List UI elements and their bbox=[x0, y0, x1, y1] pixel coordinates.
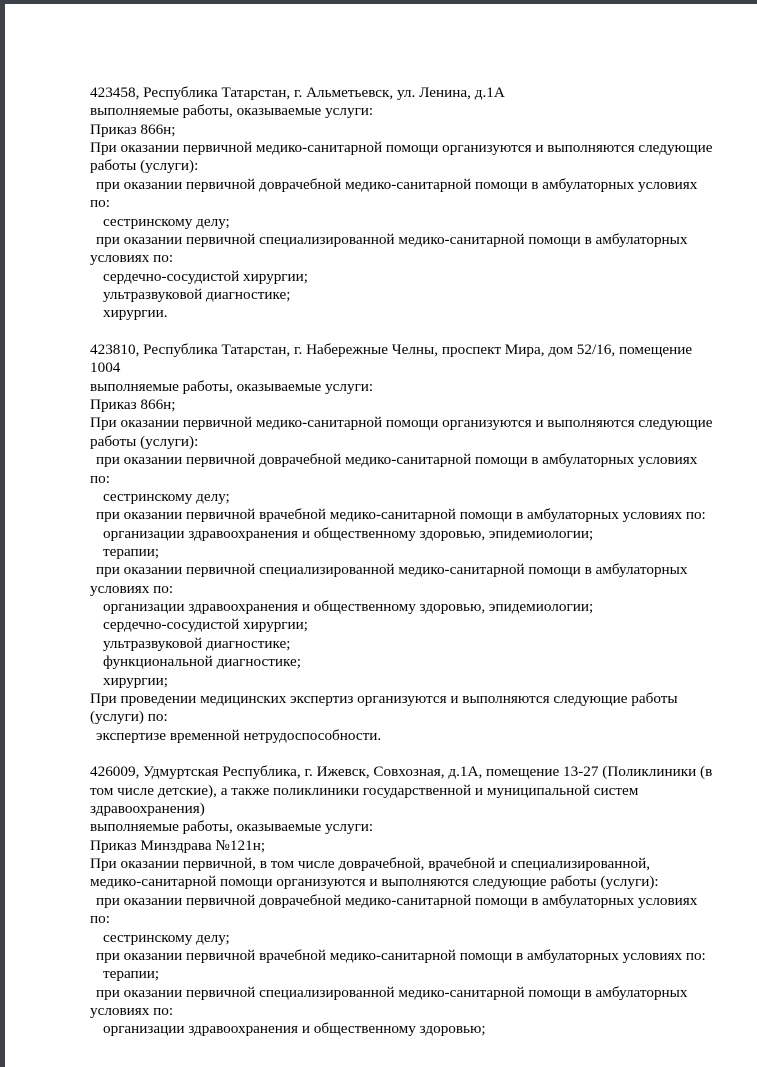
doc-line: ультразвуковой диагностике; bbox=[103, 634, 291, 652]
doc-line: При оказании первичной медико-санитарной помощи организуются и выполняются следующие bbox=[90, 139, 713, 157]
doc-line: организации здравоохранения и общественному здоровью, эпидемиологии; bbox=[103, 524, 594, 542]
doc-line: организации здравоохранения и общественному здоровью, эпидемиологии; bbox=[103, 598, 594, 616]
doc-line: при оказании первичной специализированной медико-санитарной помощи в амбулаторных bbox=[96, 983, 688, 1001]
doc-line: том числе детские), а также поликлиники государственной и муниципальной систем bbox=[90, 781, 639, 799]
doc-line: терапии; bbox=[103, 542, 160, 560]
doc-line: работы (услуги): bbox=[90, 157, 199, 175]
doc-line: При оказании первичной медико-санитарной помощи организуются и выполняются следующие bbox=[90, 414, 713, 432]
doc-line: сестринскому делу; bbox=[103, 928, 230, 946]
doc-line: выполняемые работы, оказываемые услуги: bbox=[90, 377, 374, 395]
doc-line: при оказании первичной доврачебной медико-санитарной помощи в амбулаторных условиях bbox=[96, 891, 698, 909]
doc-line: при оказании первичной специализированной медико-санитарной помощи в амбулаторных bbox=[96, 561, 688, 579]
doc-line: выполняемые работы, оказываемые услуги: bbox=[90, 102, 374, 120]
doc-line: экспертизе временной нетрудоспособности. bbox=[96, 726, 382, 744]
doc-line: условиях по: bbox=[90, 579, 174, 597]
section-address-423810 bbox=[90, 341, 750, 745]
doc-line: Приказ Минздрава №121н; bbox=[90, 836, 266, 854]
doc-line: работы (услуги): bbox=[90, 432, 199, 450]
doc-line: по: bbox=[90, 469, 110, 487]
doc-line: При оказании первичной, в том числе доврачебной, врачебной и специализированной, bbox=[90, 855, 651, 873]
doc-line: хирургии. bbox=[103, 304, 168, 322]
doc-line: Приказ 866н; bbox=[90, 120, 176, 138]
doc-line: сердечно-сосудистой хирургии; bbox=[103, 267, 309, 285]
doc-line: условиях по: bbox=[90, 249, 174, 267]
doc-line: 1004 bbox=[90, 359, 121, 377]
doc-line: при оказании первичной специализированной медико-санитарной помощи в амбулаторных bbox=[96, 230, 688, 248]
doc-line: хирургии; bbox=[103, 671, 169, 689]
section-address-426009 bbox=[90, 763, 750, 1038]
doc-line: 423458, Республика Татарстан, г. Альметьевск, ул. Ленина, д.1А bbox=[90, 84, 505, 101]
doc-line: функциональной диагностике; bbox=[103, 653, 301, 671]
doc-line: сердечно-сосудистой хирургии; bbox=[103, 616, 309, 634]
doc-line: сестринскому делу; bbox=[103, 487, 230, 505]
doc-line: 423810, Республика Татарстан, г. Набережные Челны, проспект Мира, дом 52/16, помещение bbox=[90, 341, 693, 359]
doc-line: Приказ 866н; bbox=[90, 396, 176, 414]
doc-line: организации здравоохранения и общественному здоровью; bbox=[103, 1020, 486, 1038]
doc-line: сестринскому делу; bbox=[103, 212, 230, 230]
top-edge-bar bbox=[0, 0, 757, 4]
doc-line: (услуги) по: bbox=[90, 708, 168, 726]
doc-line: при оказании первичной врачебной медико-санитарной помощи в амбулаторных условиях по: bbox=[96, 946, 706, 964]
left-edge-bar bbox=[0, 0, 5, 1067]
document-content bbox=[90, 84, 750, 1039]
section-address-423458 bbox=[90, 84, 750, 323]
doc-line: по: bbox=[90, 910, 110, 928]
doc-line: медико-санитарной помощи организуются и выполняются следующие работы (услуги): bbox=[90, 873, 659, 891]
doc-line: при оказании первичной доврачебной медико-санитарной помощи в амбулаторных условиях bbox=[96, 175, 698, 193]
doc-line: терапии; bbox=[103, 965, 160, 983]
doc-line: При проведении медицинских экспертиз организуются и выполняются следующие работы bbox=[90, 689, 678, 707]
doc-line: ультразвуковой диагностике; bbox=[103, 285, 291, 303]
doc-line: при оказании первичной доврачебной медико-санитарной помощи в амбулаторных условиях bbox=[96, 451, 698, 469]
doc-line: выполняемые работы, оказываемые услуги: bbox=[90, 818, 374, 836]
doc-line: по: bbox=[90, 194, 110, 212]
doc-line: 426009, Удмуртская Республика, г. Ижевск, Совхозная, д.1А, помещение 13-27 (Поликлиники (в bbox=[90, 763, 713, 781]
doc-line: условиях по: bbox=[90, 1001, 174, 1019]
doc-line: здравоохранения) bbox=[90, 800, 205, 818]
doc-line: при оказании первичной врачебной медико-санитарной помощи в амбулаторных условиях по: bbox=[96, 506, 706, 524]
